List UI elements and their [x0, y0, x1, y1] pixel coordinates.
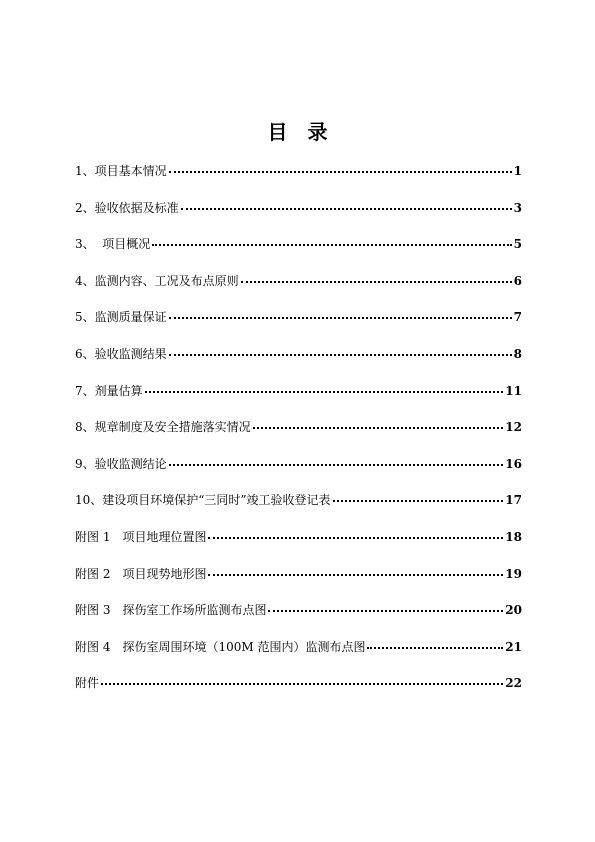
- toc-entry-page: 8: [513, 346, 522, 361]
- toc-entry-label: 9、验收监测结论: [75, 456, 167, 471]
- toc-leader-dots: [169, 463, 504, 466]
- toc-entry-label: 1、项目基本情况: [75, 164, 167, 178]
- toc-entry-page: 7: [513, 310, 522, 325]
- toc-entry[interactable]: [75, 455, 522, 492]
- toc-entry-page: 18: [505, 529, 522, 544]
- toc-entry-label: 5、监测质量保证: [75, 310, 167, 325]
- toc-entry-label: 3、 项目概况: [75, 237, 151, 252]
- toc-entry-label: 8、规章制度及安全措施落实情况: [75, 420, 251, 435]
- toc-entry-page: 20: [505, 603, 522, 618]
- toc-entry-label: 附图 2 项目现势地形图: [75, 566, 207, 581]
- toc-entry-label: 附件: [75, 676, 100, 691]
- toc-entry-label: 7、剂量估算: [75, 383, 143, 398]
- toc-entry-page: 16: [505, 456, 522, 471]
- toc-entry[interactable]: [75, 528, 522, 565]
- toc-entry-page: 19: [505, 566, 522, 581]
- toc-entry[interactable]: [75, 674, 522, 711]
- toc-entry[interactable]: [75, 638, 522, 675]
- toc-entry[interactable]: [75, 601, 522, 638]
- toc-entry-label: 附图 3 探伤室工作场所监测布点图: [75, 603, 267, 618]
- toc-leader-dots: [145, 390, 504, 393]
- table-of-contents: [75, 162, 522, 711]
- toc-leader-dots: [268, 609, 503, 612]
- toc-entry-page: 11: [505, 383, 522, 398]
- toc-leader-dots: [367, 646, 503, 649]
- toc-leader-dots: [169, 316, 512, 319]
- toc-entry[interactable]: [75, 491, 522, 528]
- toc-leader-dots: [169, 170, 512, 173]
- toc-leader-dots: [241, 280, 512, 283]
- toc-leader-dots: [152, 243, 511, 246]
- toc-leader-dots: [101, 682, 503, 685]
- toc-entry-label: 6、验收监测结果: [75, 346, 167, 361]
- toc-leader-dots: [253, 426, 504, 429]
- toc-entry-page: 6: [513, 273, 522, 288]
- toc-entry-page: 21: [505, 639, 522, 654]
- toc-entry-page: 22: [505, 676, 522, 691]
- toc-entry-page: 5: [513, 237, 522, 252]
- toc-entry-label: 10、建设项目环境保护“三同时”竣工验收登记表: [75, 493, 331, 508]
- toc-entry[interactable]: [75, 345, 522, 382]
- toc-entry[interactable]: [75, 382, 522, 419]
- toc-leader-dots: [208, 573, 503, 576]
- toc-entry-label: 附图 4 探伤室周围环境（100M 范围内）监测布点图: [75, 639, 366, 654]
- toc-entry-page: 1: [513, 164, 522, 178]
- toc-entry[interactable]: [75, 199, 522, 236]
- toc-leader-dots: [333, 499, 504, 502]
- toc-entry[interactable]: [75, 162, 522, 199]
- toc-leader-dots: [208, 536, 503, 539]
- toc-entry-page: 12: [505, 420, 522, 435]
- toc-leader-dots: [181, 207, 512, 210]
- toc-entry-label: 4、监测内容、工况及布点原则: [75, 273, 239, 288]
- toc-entry-label: 附图 1 项目地理位置图: [75, 529, 207, 544]
- toc-entry[interactable]: [75, 235, 522, 272]
- toc-entry[interactable]: [75, 418, 522, 455]
- toc-entry-page: 17: [505, 493, 522, 508]
- toc-entry-page: 3: [513, 200, 522, 215]
- toc-leader-dots: [169, 353, 512, 356]
- toc-entry[interactable]: [75, 308, 522, 345]
- toc-entry-label: 2、验收依据及标准: [75, 200, 179, 215]
- toc-title: 目 录: [267, 120, 328, 144]
- toc-entry[interactable]: [75, 272, 522, 309]
- toc-entry[interactable]: [75, 565, 522, 602]
